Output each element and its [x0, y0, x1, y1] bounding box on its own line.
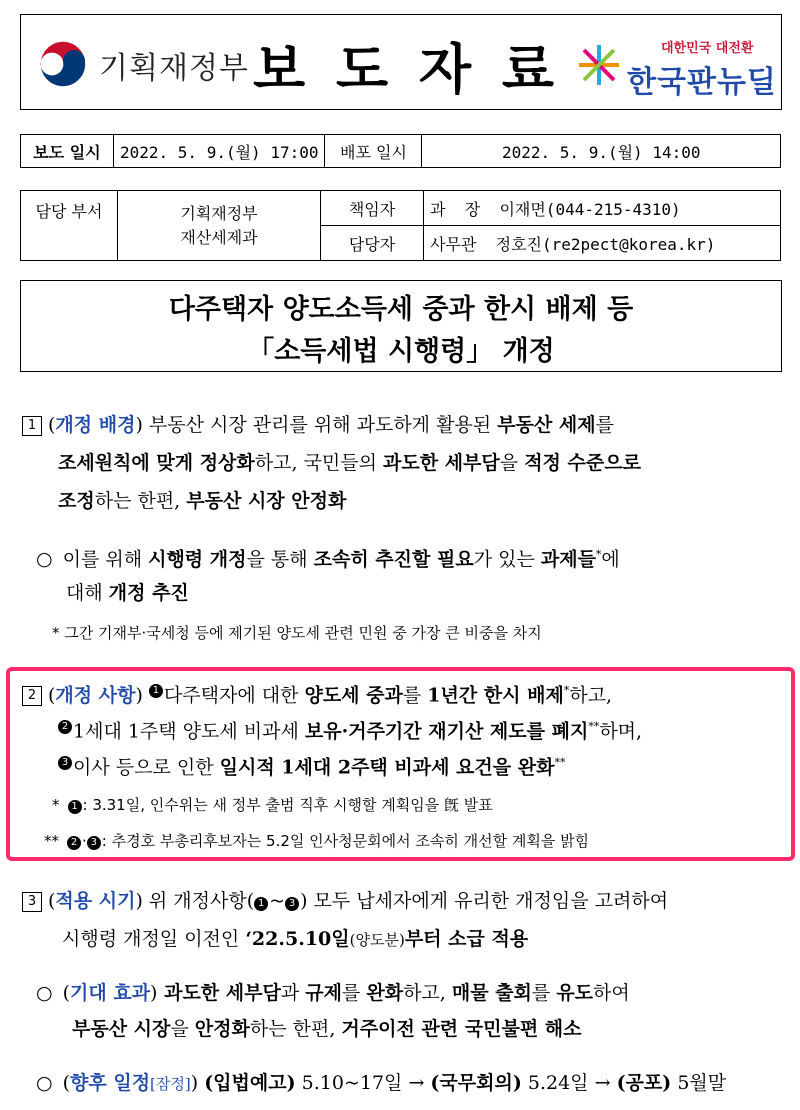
header-box	[20, 14, 782, 110]
sec1-text: 하는 한편,	[94, 490, 187, 512]
effect-line2	[72, 1010, 582, 1048]
sec3-line1: 3 (적용 시기) 위 개정사항( 1 ~ 3 ) 모두 납세자에게 유리한 개정임을 고려하여	[22, 882, 668, 920]
sec1-line2	[58, 444, 641, 482]
effect-tag: 기대 효과	[70, 982, 151, 1004]
sec2-text: 다주택자에 대한	[163, 684, 305, 707]
tentative-label: [잠정]	[150, 1075, 191, 1093]
circled-number: 1	[68, 800, 82, 814]
brand-name: 한국판뉴딜	[627, 65, 777, 100]
bullet-circle: ○	[36, 1072, 53, 1094]
sec1-text: 부동산 시장 관리를 위해 과도하게 활용된	[142, 414, 498, 436]
schedule-step: (입법예고)	[204, 1072, 296, 1094]
sec3-tag: 적용 시기	[55, 890, 136, 912]
schedule-tag: 향후 일정	[70, 1072, 151, 1094]
sec1-bold: 조속히 추진할 필요	[313, 548, 474, 571]
distribution-value: 2022. 5. 9.(월) 14:00	[422, 135, 781, 168]
sec1-bold: 과제들	[540, 548, 596, 571]
sec3-line2	[62, 920, 528, 959]
schedule-date: 5.24일	[527, 1072, 589, 1094]
sec2-bold: 보유·거주기간 재기산 제도를 폐지	[304, 720, 589, 743]
sec3-bold: 부터 소급 적용	[404, 928, 529, 950]
sec1-line3	[58, 482, 346, 520]
effect-bold: 안정화	[194, 1018, 250, 1040]
contact-table	[20, 190, 781, 261]
circled-number: 3	[58, 756, 72, 770]
headline-line2: 「소득세법 시행령」 개정	[247, 336, 555, 367]
sec1-text: 대해	[66, 582, 109, 604]
sec1-bullet-line1	[36, 536, 620, 578]
sec2-bold: 1년간 한시 배제	[427, 684, 564, 707]
sec3-text: ) 모두 납세자에게 유리한 개정임을 고려하여	[300, 890, 669, 912]
sec3-text: 위 개정사항(	[142, 890, 255, 912]
circled-number: 2	[67, 836, 81, 850]
sec1-tag: 개정 배경	[55, 414, 136, 436]
bullet-circle: ○	[36, 548, 53, 571]
sec3-text: 시행령 개정일 이전인	[62, 928, 246, 950]
sec1-text: 을 통해	[246, 548, 314, 571]
dept-name: 기획재정부	[180, 203, 258, 223]
sec2-line3	[58, 744, 565, 786]
sec1-bullet-line2	[66, 574, 189, 612]
resp-label: 책임자	[321, 191, 424, 226]
footnote-mark: *	[52, 796, 60, 814]
sec2-number: 2	[22, 686, 42, 706]
sec3-small: (양도분)	[349, 931, 405, 949]
effect-bold: 유도	[556, 982, 594, 1004]
circled-number: 3	[285, 897, 299, 911]
sec3-bold: ‘22.5.10일	[245, 928, 350, 950]
sec2-note: : 추경호 부총리후보자는 5.2일 인사청문회에서 조속히 개선할 계획을 밝힘	[101, 832, 590, 850]
sec1-bold: 조세원칙에 맞게 정상화	[58, 452, 255, 474]
effect-text: 하여	[593, 982, 630, 1004]
release-label: 보도 일시	[21, 135, 114, 168]
circled-number: 3	[87, 836, 101, 850]
dept-label: 담당 부서	[21, 191, 118, 261]
sec2-bold: 양도세 중과	[304, 684, 403, 707]
sec1-bold: 시행령 개정	[148, 548, 247, 571]
footnote-mark: **	[588, 720, 600, 733]
circled-number: 2	[58, 720, 72, 734]
headline-box	[20, 280, 782, 372]
sec2-text: 1세대 1주택 양도세 비과세	[73, 720, 305, 743]
release-table	[20, 134, 781, 168]
sec2-text: 하고,	[569, 684, 613, 707]
distribution-label: 배포 일시	[325, 135, 422, 168]
sec1-text: 에	[601, 548, 620, 571]
effect-bold: 과도한 세부담	[157, 982, 281, 1004]
slogan: 대한민국 대전환	[661, 41, 754, 56]
effect-bold: 거주이전 관련 국민불편 해소	[341, 1018, 582, 1040]
sec2-text: 를	[402, 684, 428, 707]
sec2-text: 하며,	[599, 720, 643, 743]
schedule-line: ○ (향후 일정[잠정]) (입법예고) 5.10~17일 → (국무회의) 5.24일 → (공포) 5월말	[36, 1072, 727, 1094]
schedule-date: 5.10~17일	[301, 1072, 403, 1094]
effect-bold: 매물 출회	[451, 982, 532, 1004]
sec1-line1: 1 (개정 배경) 부동산 시장 관리를 위해 과도하게 활용된 부동산 세제를	[22, 406, 614, 444]
effect-text: 을	[170, 1018, 195, 1040]
footnote-mark: **	[554, 756, 566, 769]
schedule-step: (공포)	[616, 1072, 672, 1094]
footnote-mark: *	[563, 684, 570, 697]
headline-line1: 다주택자 양도소득세 중과 한시 배제 등	[168, 294, 634, 325]
effect-line1: ○ (기대 효과) 과도한 세부담과 규제를 완화하고, 매물 출회를 유도하여	[36, 982, 630, 1004]
circled-number: 1	[254, 897, 268, 911]
page-title: 보 도 자 료	[253, 38, 561, 101]
circled-number: 1	[149, 684, 163, 698]
sec1-text: 를	[595, 414, 614, 436]
effect-text: 를	[341, 982, 367, 1004]
sec1-bold: 적정 수준으로	[524, 452, 641, 474]
sec1-bold: 개정 추진	[108, 582, 189, 604]
new-deal-logo	[575, 41, 623, 89]
effect-text: 과	[280, 982, 306, 1004]
schedule-date: 5월말	[677, 1072, 727, 1094]
sec1-number: 1	[22, 416, 42, 436]
sec2-line1: 2 (개정 사항) 1 다주택자에 대한 양도세 중과를 1년간 한시 배제*하고,	[22, 672, 612, 714]
ministry-logo	[35, 35, 91, 91]
staff-value: 사무관 정호진(re2pect@korea.kr)	[424, 226, 781, 261]
taegeuk-icon	[35, 35, 91, 91]
sec2-bold: 일시적 1세대 2주택 비과세 요건을 완화	[219, 756, 555, 779]
schedule-step: (국무회의)	[430, 1072, 522, 1094]
ministry-name: 기획재정부	[99, 51, 249, 86]
effect-bold: 완화	[366, 982, 404, 1004]
effect-bold: 부동산 시장	[72, 1018, 171, 1040]
resp-value: 과 장 이재면(044-215-4310)	[424, 191, 781, 226]
sec2-tag: 개정 사항	[55, 684, 136, 707]
sec3-number: 3	[22, 892, 42, 912]
effect-bold: 규제	[305, 982, 342, 1004]
staff-label: 담당자	[321, 226, 424, 261]
effect-text: 하고,	[403, 982, 452, 1004]
arrow-icon: →	[594, 1072, 611, 1094]
sec2-note: : 3.31일, 인수위는 새 정부 출범 직후 시행할 계획임을 旣 발표	[82, 796, 493, 814]
sec1-footnote: * 그간 기재부·국세청 등에 제기된 양도세 관련 민원 중 가장 큰 비중을 차지	[52, 624, 542, 642]
sec1-text: 을	[499, 452, 525, 474]
arrow-icon: →	[408, 1072, 425, 1094]
sec1-bold: 조정	[58, 490, 95, 512]
sec2-footnote2: ** 2 · 3 : 추경호 부총리후보자는 5.2일 인사청문회에서 조속히 개선할 계획을 밝힘	[44, 832, 590, 850]
sec1-bold: 부동산 세제	[497, 414, 596, 436]
effect-text: 를	[531, 982, 557, 1004]
sec1-text: 이를 위해	[62, 548, 149, 571]
sec1-text: 가 있는	[473, 548, 541, 571]
dept-team: 재산세제과	[180, 227, 258, 247]
sec1-bold: 부동산 시장 안정화	[186, 490, 347, 512]
sec2-footnote1	[52, 794, 493, 815]
dept-value	[118, 191, 321, 261]
footnote-mark: *	[595, 548, 602, 561]
footnote-mark: **	[44, 832, 59, 850]
sec1-bold: 과도한 세부담	[383, 452, 500, 474]
effect-text: 하는 한편,	[249, 1018, 342, 1040]
sec2-text: 이사 등으로 인한	[73, 756, 220, 779]
release-value: 2022. 5. 9.(월) 17:00	[114, 135, 325, 168]
spark-icon	[575, 41, 623, 89]
bullet-circle: ○	[36, 982, 53, 1004]
sec1-text: 하고, 국민들의	[254, 452, 384, 474]
